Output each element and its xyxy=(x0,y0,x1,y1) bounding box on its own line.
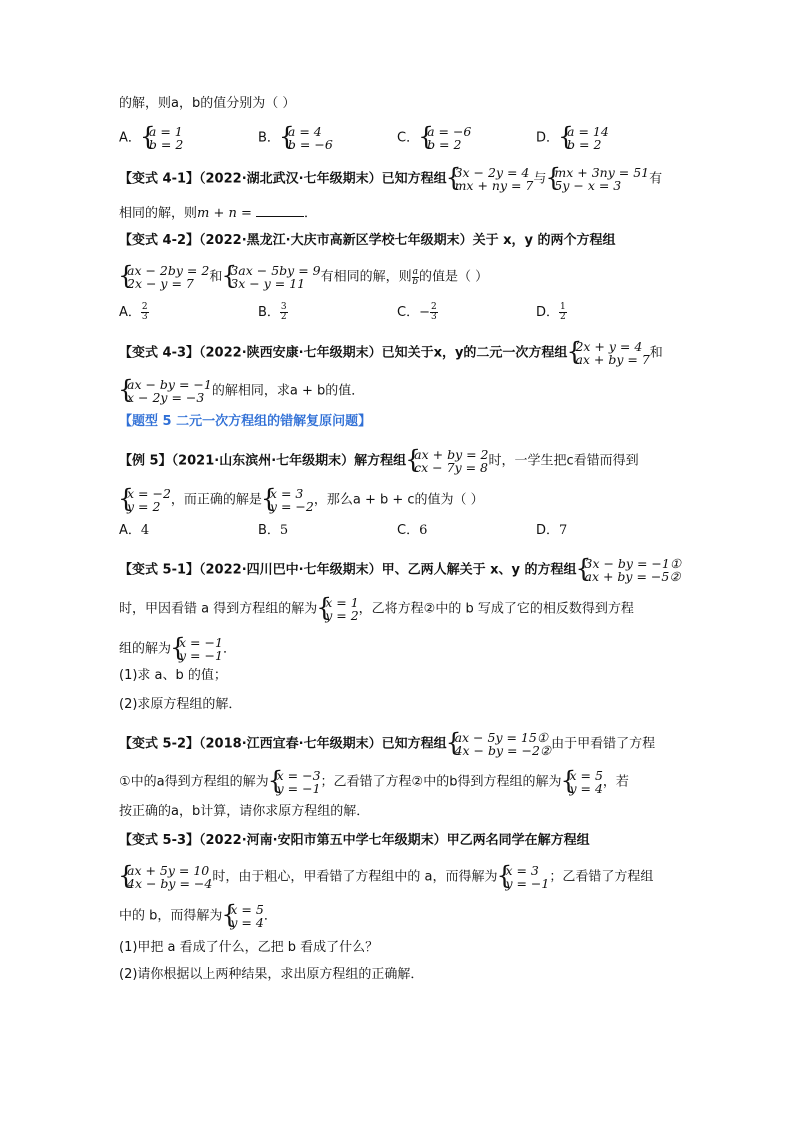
variant-tag: 【变式 5-2】 xyxy=(119,736,200,752)
answer-blank[interactable] xyxy=(256,204,304,217)
option-label: A． xyxy=(119,305,141,320)
variant-4-2-line2: { ax − 2by = 2 2x − y = 7 和 { 3ax − 5by = 9 3x − y = 11 有相同的解，则 $\frac{a}{b}$ 的值是（ ） xyxy=(119,264,488,290)
variant-4-1: 【变式 4-1】（2022·湖北武汉·七年级期末）已知方程组 { 3x − 2y = 4 mx + ny = 7 与 { mx + 3ny = 51 5y − x = 3 有 xyxy=(119,166,662,192)
equation-system: { ax + 5y = 10 4x − by = −4 xyxy=(119,864,212,890)
option-value: 7 xyxy=(559,523,568,538)
subquestion-1: (1)求 a、b 的值； xyxy=(119,668,227,683)
option-label: B． xyxy=(258,130,280,146)
option-b[interactable] xyxy=(258,522,288,540)
section-title: 【题型 5 二元一次方程组的错解复原问题】 xyxy=(119,414,372,429)
sign: − xyxy=(419,305,430,320)
variant-source: （2022·陕西安康·七年级期末）已知关于x，y的二元一次方程组 xyxy=(199,345,568,361)
variant-source: （2022·湖北武汉·七年级期末）已知方程组 xyxy=(199,171,447,187)
fraction: $\frac{2}{3}$ xyxy=(430,302,437,322)
option-value: 6 xyxy=(419,523,428,538)
variant-source: （2022·河南·安阳市第五中学七年级期末）甲乙两名同学在解方程组 xyxy=(199,833,590,848)
equation-system: { 3x − 2y = 4 mx + ny = 7 xyxy=(447,166,534,192)
option-label: C． xyxy=(397,130,420,146)
option-a[interactable] xyxy=(119,125,183,151)
option-c[interactable] xyxy=(397,125,471,151)
option-value: 4 xyxy=(140,523,150,538)
option-label: C． xyxy=(397,523,420,538)
question-tail: 的解，则a，b的值分别为（ ） xyxy=(119,96,296,111)
variant-5-1-line3: 组的解为 { x = −1 y = −1 ． xyxy=(119,636,236,662)
variant-tag: 【变式 4-3】 xyxy=(119,345,200,361)
option-d[interactable] xyxy=(536,303,567,322)
option-b[interactable] xyxy=(258,125,333,151)
variant-5-2-line3: 按正确的a，b计算，请你求原方程组的解． xyxy=(119,804,370,819)
example-source: （2021·山东滨州·七年级期末）解方程组 xyxy=(171,453,407,469)
option-value: 5 xyxy=(279,523,289,538)
variant-5-2: 【变式 5-2】（2018·江西宜春·七年级期末）已知方程组 { ax − 5y = 15① 4x − by = −2② 由于甲看错了方程 xyxy=(119,731,655,757)
option-label: D． xyxy=(536,523,560,538)
option-b[interactable] xyxy=(258,303,288,322)
variant-4-1-line2: 相同的解，则m + n = ． xyxy=(119,206,318,221)
fraction: $\frac{2}{3}$ xyxy=(141,302,148,322)
variant-5-1 xyxy=(119,557,681,583)
variant-tag: 【变式 4-1】 xyxy=(119,171,200,187)
equation-system: { x = −1 y = −1 xyxy=(171,636,223,662)
equation-system: { x = 3 y = −2 xyxy=(262,487,314,513)
option-a[interactable] xyxy=(119,522,149,540)
option-c[interactable] xyxy=(397,303,438,322)
variant-source: （2022·黑龙江·大庆市高新区学校七年级期末）关于 x，y 的两个方程组 xyxy=(199,233,616,248)
variant-tag: 【变式 5-3】 xyxy=(119,833,200,848)
option-label: B． xyxy=(258,305,280,320)
option-label: B． xyxy=(258,523,280,538)
variant-source: （2018·江西宜春·七年级期末）已知方程组 xyxy=(199,736,447,752)
option-d[interactable] xyxy=(536,125,609,151)
equation-system: { a = 4 b = −6 xyxy=(280,125,333,151)
equation-system: { 3ax − 5by = 9 3x − y = 11 xyxy=(222,264,320,290)
subquestion-1: (1)甲把 a 看成了什么，乙把 b 看成了什么？ xyxy=(119,940,379,955)
equation-system: { x = −2 y = 2 xyxy=(119,487,171,513)
variant-5-3-line2: { ax + 5y = 10 4x − by = −4 时，由于粗心，甲看错了方程组中的 a，而得解为 { x = 3 y = −1 ；乙看错了方程组 xyxy=(119,864,653,890)
option-label: A． xyxy=(119,130,141,146)
variant-5-2-line2: ①中的a得到方程组的解为 { x = −3 y = −1 ；乙看错了方程②中的b得到方程组的解为 { x = 5 y = 4 ，若 xyxy=(119,769,629,795)
equation-system: { x = 5 y = 4 xyxy=(222,903,263,929)
variant-4-3: 【变式 4-3】（2022·陕西安康·七年级期末）已知关于x，y的二元一次方程组 { 2x + y = 4 ax + by = 7 和 xyxy=(119,340,663,366)
equation-system: { x = 1 y = 2 xyxy=(317,596,358,622)
equation-system: { mx + 3ny = 51 5y − x = 3 xyxy=(546,166,649,192)
fraction: $\frac{a}{b}$ xyxy=(412,266,419,287)
variant-4-2 xyxy=(119,232,616,250)
equation-system: { a = 14 b = 2 xyxy=(559,125,609,151)
variant-tag: 【变式 5-1】 xyxy=(119,562,200,578)
equation-system: { a = 1 b = 2 xyxy=(141,125,183,151)
equation-system: { x = −3 y = −1 xyxy=(269,769,321,795)
subquestion-2: (2)请你根据以上两种结果，求出原方程组的正确解． xyxy=(119,967,424,982)
fraction: $\frac{3}{2}$ xyxy=(280,302,287,322)
equation-system: { ax + by = 2 cx − 7y = 8 xyxy=(406,448,488,474)
equation-system: { 3x − by = −1① ax + by = −5② xyxy=(577,557,682,583)
variant-tag: 【变式 4-2】 xyxy=(119,233,200,248)
variant-4-3-line2: { ax − by = −1 x − 2y = −3 的解相同，求a + b的值． xyxy=(119,378,364,404)
variant-5-3 xyxy=(119,832,590,850)
option-label: D． xyxy=(536,130,560,146)
option-label: A． xyxy=(119,523,141,538)
option-label: D． xyxy=(536,305,560,320)
variant-5-1-line2: 时，甲因看错 a 得到方程组的解为 { x = 1 y = 2 ，乙将方程②中的 b 写成了它的相反数得到方程 xyxy=(119,596,634,622)
equation-system: { a = −6 b = 2 xyxy=(419,125,471,151)
variant-5-3-line3: 中的 b，而得解为 { x = 5 y = 4 ． xyxy=(119,903,277,929)
option-a[interactable] xyxy=(119,303,149,322)
equation-system: { x = 5 y = 4 xyxy=(561,769,602,795)
fraction: $\frac{1}{2}$ xyxy=(560,302,566,322)
option-c[interactable] xyxy=(397,522,427,540)
example-5-line2: { x = −2 y = 2 ，而正确的解是 { x = 3 y = −2 ，那么a + b + c的值为（ ） xyxy=(119,487,484,513)
equation-system: { x = 3 y = −1 xyxy=(497,864,549,890)
equation-system: { ax − 2by = 2 2x − y = 7 xyxy=(119,264,209,290)
option-label: C． xyxy=(397,305,420,320)
subquestion-2: (2)求原方程组的解． xyxy=(119,697,242,712)
variant-source: （2022·四川巴中·七年级期末）甲、乙两人解关于 x、y 的方程组 xyxy=(199,562,577,578)
equation-system: { ax − 5y = 15① 4x − by = −2② xyxy=(447,731,552,757)
option-d[interactable] xyxy=(536,522,567,540)
equation-system: { 2x + y = 4 ax + by = 7 xyxy=(567,340,649,366)
equation-system: { ax − by = −1 x − 2y = −3 xyxy=(119,378,212,404)
example-tag: 【例 5】 xyxy=(119,453,172,469)
example-5: 【例 5】（2021·山东滨州·七年级期末）解方程组 { ax + by = 2 cx − 7y = 8 时，一学生把c看错而得到 xyxy=(119,448,639,474)
